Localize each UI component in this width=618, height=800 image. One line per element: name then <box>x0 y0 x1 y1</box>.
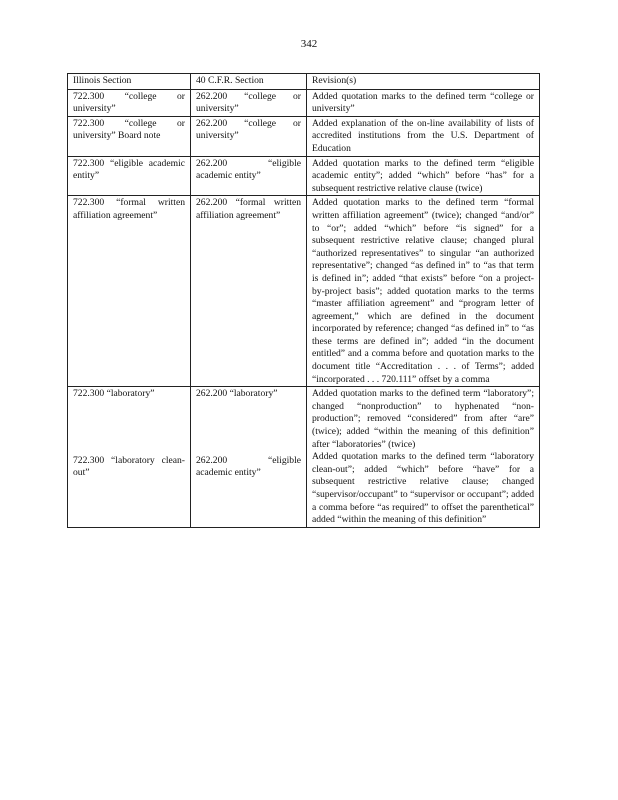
table-row <box>68 387 540 528</box>
revision-cell <box>307 387 540 528</box>
revision-text: Added quotation marks to the defined term “laboratory clean-out”; added “which” before “have” for a subsequent restrictive relative clause; changed “supervisor/occupant” to “supervisor or occupant”; added a comma before “as required” to offset the parenthetical” added “within the meaning of this definition” <box>312 451 534 526</box>
revision-text: Added quotation marks to the defined term “laboratory”; changed “nonproduction” to hyphenated “non-production”; removed “considered” from after “are” (twice); added “within the meaning of this definition” after “laboratories” (twice) <box>312 388 534 450</box>
cfr-section-cell: 262.200 “college or university” <box>191 116 307 156</box>
illinois-section-cell: 722.300 “eligible academic entity” <box>68 156 191 196</box>
revision-cell: Added explanation of the on-line availability of lists of accredited institutions from the U.S. Department of Education <box>307 116 540 156</box>
table-row <box>68 116 540 156</box>
revision-cell: Added quotation marks to the defined term “formal written affiliation agreement” (twice); changed “and/or” to “or”; added “which” before “is signed” for a subsequent restrictive relative clause; changed plural “authorized representatives” to singular “an authorized representative”; changed “as defined in” to “as that term is defined in”; added “that exists” before “on a project-by-project basis”; added quotation marks to the terms “master affiliation agreement” and “program letter of agreement,” which are defined in the document incorporated by reference; changed “as defined in” to “as these terms are defined in”; added “in the document entitled” and a comma before and quotation marks to the document title “Accreditation . . . of Terms”; added “incorporated . . . 720.111” offset by a comma <box>307 196 540 387</box>
cfr-section-cell <box>191 387 307 528</box>
page-number: 342 <box>300 38 318 50</box>
header-cfr-section: 40 C.F.R. Section <box>191 74 307 90</box>
cfr-section-cell: 262.200 “college or university” <box>191 89 307 116</box>
illinois-section-cell <box>68 387 191 528</box>
cfr-section-cell: 262.200 “formal written affiliation agreement” <box>191 196 307 387</box>
illinois-section-cell: 722.300 “formal written affiliation agreement” <box>68 196 191 387</box>
illinois-section-cell: 722.300 “college or university” <box>68 89 191 116</box>
illinois-section-text: 722.300 “laboratory” <box>73 388 155 400</box>
table-row <box>68 156 540 196</box>
header-illinois-section: Illinois Section <box>68 74 191 90</box>
revision-cell: Added quotation marks to the defined term “eligible academic entity”; added “which” before “has” for a subsequent restrictive relative clause (twice) <box>307 156 540 196</box>
table-row <box>68 89 540 116</box>
cfr-section-text: 262.200 “laboratory” <box>196 388 278 400</box>
table-header-row <box>68 74 540 90</box>
table-row <box>68 196 540 387</box>
revision-cell: Added quotation marks to the defined term “college or university” <box>307 89 540 116</box>
cfr-section-text: 262.200 “eligible academic entity” <box>196 454 301 479</box>
cfr-section-cell: 262.200 “eligible academic entity” <box>191 156 307 196</box>
illinois-section-text: 722.300 “laboratory clean-out” <box>73 454 185 479</box>
header-revisions: Revision(s) <box>307 74 540 90</box>
revisions-table <box>67 73 540 528</box>
illinois-section-cell: 722.300 “college or university” Board note <box>68 116 191 156</box>
